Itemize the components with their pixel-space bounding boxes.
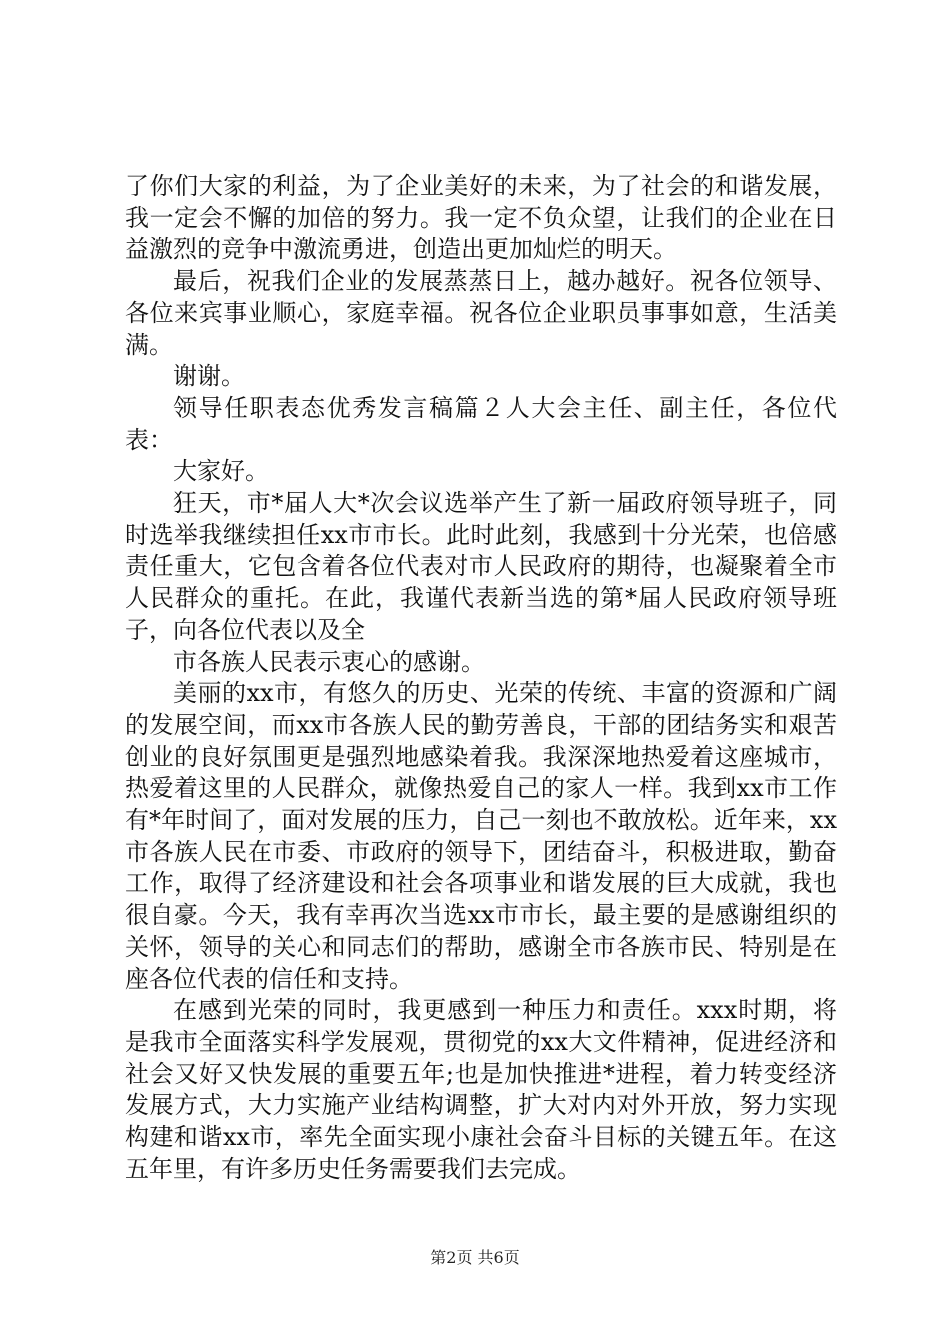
paragraph-1: 了你们大家的利益，为了企业美好的未来，为了社会的和谐发展，我一定会不懈的加倍的努力。我一定不负众望，让我们的企业在日益激烈的竞争中激流勇进，创造出更加灿烂的明天。	[125, 172, 837, 264]
paragraph-8: 美丽的xx市，有悠久的历史、光荣的传统、丰富的资源和广阔的发展空间，而xx市各族人民的勤劳善良，干部的团结务实和艰苦创业的良好氛围更是强烈地感染着我。我深深地热爱着这座城市，热爱着这里的人民群众，就像热爱自己的家人一样。我到xx市工作有*年时间了，面对发展的压力，自己一刻也不敢放松。近年来，xx市各族人民在市委、市政府的领导下，团结奋斗，积极进取，勤奋工作，取得了经济建设和社会各项事业和谐发展的巨大成就，我也很自豪。今天，我有幸再次当选xx市市长，最主要的是感谢组织的关怀，领导的关心和同志们的帮助，感谢全市各族市民、特别是在座各位代表的信任和支持。	[125, 679, 837, 993]
page-footer: 第2页 共6页	[430, 1248, 520, 1267]
paragraph-4: 领导任职表态优秀发言稿篇２人大会主任、副主任，各位代表：	[125, 393, 837, 454]
paragraph-6: 狂天，市*届人大*次会议选举产生了新一届政府领导班子，同时选举我继续担任xx市市长。此时此刻，我感到十分光荣，也倍感责任重大，它包含着各位代表对市人民政府的期待，也凝聚着全市人民群众的重托。在此，我谨代表新当选的第*届人民政府领导班子，向各位代表以及全	[125, 489, 837, 644]
paragraph-5: 大家好。	[173, 457, 269, 486]
document-body	[125, 171, 837, 1186]
paragraph-9: 在感到光荣的同时，我更感到一种压力和责任。xxx时期，将是我市全面落实科学发展观，贯彻党的xx大文件精神，促进经济和社会又好又快发展的重要五年;也是加快推进*进程，着力转变经济发展方式，大力实施产业结构调整，扩大对内对外开放，努力实现构建和谐xx市，率先全面实现小康社会奋斗目标的关键五年。在这五年里，有许多历史任务需要我们去完成。	[125, 996, 837, 1183]
paragraph-7: 市各族人民表示衷心的感谢。	[173, 647, 485, 676]
paragraph-2: 最后，祝我们企业的发展蒸蒸日上，越办越好。祝各位领导、各位来宾事业顺心，家庭幸福。祝各位企业职员事事如意，生活美满。	[125, 267, 837, 359]
paragraph-3: 谢谢。	[173, 362, 245, 391]
